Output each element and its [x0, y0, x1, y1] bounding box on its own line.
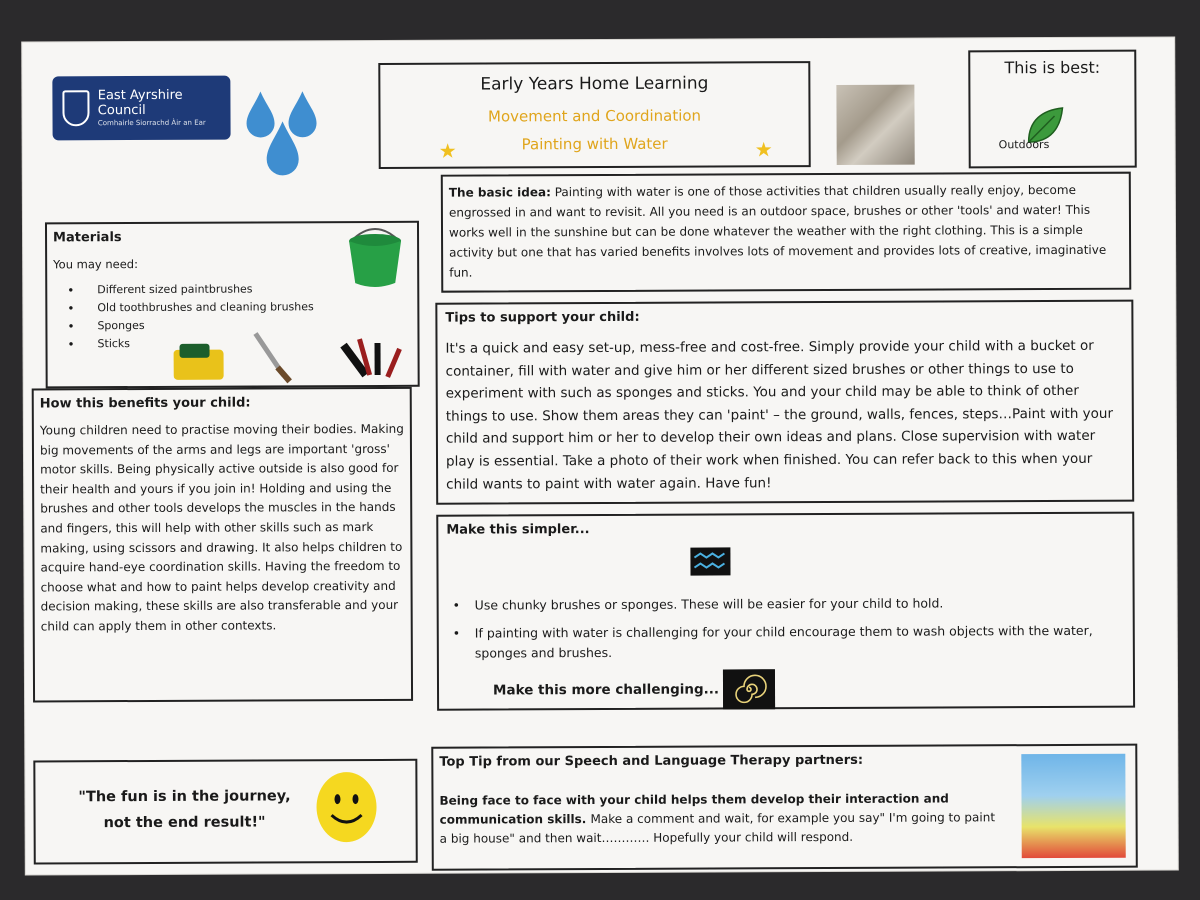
star-icon: ★: [754, 137, 773, 162]
basic-idea-heading: The basic idea:: [448, 185, 551, 200]
tips-box: [435, 300, 1134, 505]
logo-name: East Ayrshire Council: [97, 87, 183, 119]
best-heading: This is best:: [1004, 57, 1101, 78]
materials-intro: You may need:: [53, 257, 139, 272]
list-item: • Sticks: [97, 334, 411, 353]
logo-subtitle: Comhairle Siorrachd Àir an Ear: [97, 118, 206, 128]
list-item: • Different sized paintbrushes: [97, 280, 411, 299]
quote-text: "The fun is in the journey, not the end result!": [78, 788, 291, 832]
title-box: [378, 61, 810, 169]
materials-heading: Materials: [53, 230, 122, 246]
council-logo: [52, 76, 230, 141]
bucket-icon: [343, 225, 407, 289]
simpler-heading: Make this simpler...: [446, 522, 590, 538]
tips-heading: Tips to support your child:: [445, 309, 640, 326]
best-location: Outdoors: [998, 138, 1050, 152]
topic-title: Movement and Coordination: [487, 106, 702, 126]
spiral-icon: [723, 669, 775, 709]
zigzag-icon: [690, 547, 730, 575]
top-tip-bold: Being face to face with your child helps them develop their interaction and communication skills.: [439, 791, 949, 827]
list-item: • If painting with water is challenging for your child encourage them to wash objects with the water, sponges and brushes.: [475, 621, 1125, 664]
list-item: • Use chunky brushes or sponges. These will be easier for your child to hold.: [475, 593, 1125, 616]
crest-icon: [62, 90, 89, 126]
basic-idea-text: Painting with water is one of those activities that children usually really enjoy, become engrossed in and want to revisit. All you need is an outdoor space, brushes or other 'tools' and water! This works well in the sunshine but can be done whatever the weather with the right clothing. This is a simple activity but one that has varied benefits involves lots of movement and provides lots of creative, imaginative fun.: [448, 182, 1107, 280]
tips-text: It's a quick and easy set-up, mess-free and cost-free. Simply provide your child with a bucket or container, fill with water and give him or her different sized brushes or other things to use to experiment with such as sponges and sticks. You and your child may be able to think of other things to use. Show them areas they can 'paint' – the ground, walls, fences, steps…Paint with your child and support him or her to develop their own ideas and plans. Close supervision with water play is essential. Take a photo of their work when finished. You can refer back to this when your child wants to paint with water again. Have fun!: [445, 337, 1114, 493]
benefits-box: [32, 387, 413, 703]
benefits-text: Young children need to practise moving their bodies. Making big movements of the arms and legs are important 'gross' motor skills. Being physically active outside is also good for their health and yours if you join in! Holding and using the brushes and other tools develops the muscles in the hands and fingers, this will help with other skills such as mark making, using scissors and drawing. It also helps children to acquire hand-eye coordination skills. Having the freedom to choose what and how to paint helps develop creativity and decision making, these skills are also transferable and your child can apply them in other contexts.: [39, 421, 404, 634]
page-title: Early Years Home Learning: [480, 73, 709, 95]
best-location-box: [968, 50, 1137, 169]
children-illustration: [1021, 754, 1125, 858]
list-item: • Old toothbrushes and cleaning brushes: [97, 298, 411, 317]
activity-title: Painting with Water: [521, 134, 668, 154]
water-drops-icon: [244, 91, 324, 183]
benefits-heading: How this benefits your child:: [39, 395, 251, 412]
list-item: • Sponges: [97, 316, 411, 335]
star-icon: ★: [438, 138, 457, 163]
paintbrushes-icon: [173, 331, 413, 386]
top-tip-heading: Top Tip from our Speech and Language Therapy partners:: [439, 752, 864, 770]
top-tip-text: Make a comment and wait, for example you say" I'm going to paint a big house" and then wait………… Hopefully your child will respond.: [439, 810, 996, 846]
learning-sheet: [22, 37, 1178, 874]
smiley-icon: [315, 771, 377, 843]
painting-photo: [836, 85, 914, 165]
challenge-text: Make this more challenging...: [492, 681, 720, 699]
simpler-list: [447, 593, 1125, 664]
basic-idea-box: [441, 172, 1132, 293]
challenge-label: [493, 669, 775, 710]
simpler-box: [436, 512, 1135, 711]
